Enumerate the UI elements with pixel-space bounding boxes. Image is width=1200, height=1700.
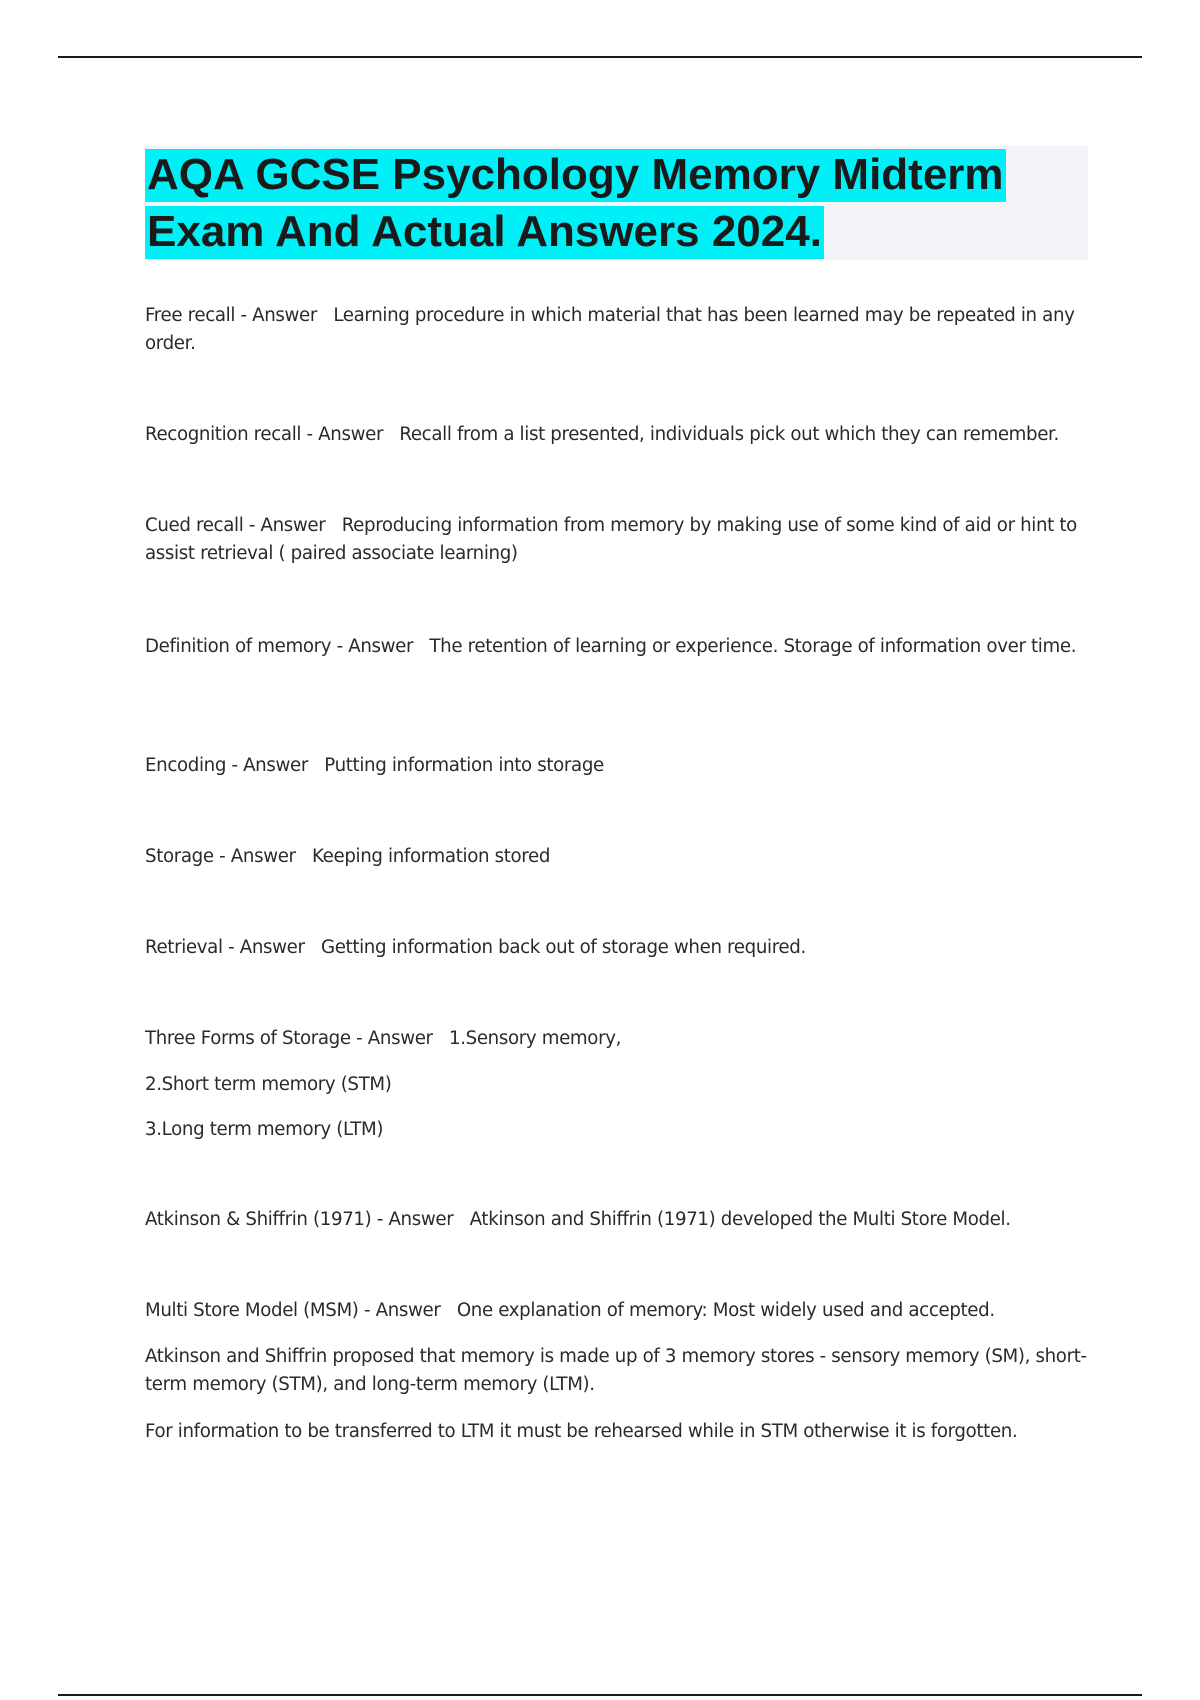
entry-answer: Learning procedure in which material that has been learned may be repeated in any order.: [145, 305, 1075, 354]
entry-answer: 1.Sensory memory,: [448, 1028, 622, 1049]
answer-separator: - Answer: [371, 1209, 470, 1230]
qa-entry: [145, 752, 1090, 780]
answer-separator: - Answer: [331, 636, 430, 657]
qa-entry: [145, 1206, 1090, 1234]
answer-separator: - Answer: [222, 937, 321, 958]
entry-term: Free recall: [145, 305, 236, 326]
qa-entry: [145, 1025, 1090, 1053]
document-title: [145, 146, 1088, 260]
entry-continuation: 2.Short term memory (STM): [145, 1074, 392, 1095]
qa-entry: [145, 934, 1090, 962]
answer-separator: - Answer: [301, 424, 400, 445]
title-highlight: AQA GCSE Psychology Memory Midterm Exam And Actual Answers 2024.: [145, 149, 1006, 259]
entry-term: Three Forms of Storage: [145, 1028, 351, 1049]
entry-answer: Putting information into storage: [324, 755, 604, 776]
entry-term: Atkinson & Shiffrin (1971): [145, 1209, 372, 1230]
answer-separator: - Answer: [358, 1300, 457, 1321]
qa-entry: [145, 1297, 1090, 1325]
entry-continuation: 3.Long term memory (LTM): [145, 1119, 384, 1140]
answer-separator: - Answer: [226, 755, 325, 776]
entry-answer: Atkinson and Shiffrin (1971) developed the Multi Store Model.: [469, 1209, 1011, 1230]
entry-answer: The retention of learning or experience. Storage of information over time.: [429, 636, 1077, 657]
entry-term: Storage: [145, 846, 214, 867]
answer-separator: - Answer: [213, 846, 312, 867]
entry-term: Retrieval: [145, 937, 223, 958]
entry-term: Multi Store Model (MSM): [145, 1300, 359, 1321]
entry-answer: Keeping information stored: [311, 846, 551, 867]
entry-term: Cued recall: [145, 515, 244, 536]
top-rule: [58, 56, 1142, 58]
entry-answer: Getting information back out of storage when required.: [320, 937, 806, 958]
answer-separator: - Answer: [243, 515, 342, 536]
entry-term: Definition of memory: [145, 636, 332, 657]
entry-answer: Reproducing information from memory by making use of some kind of aid or hint to assist retrieval ( paired associate learning): [145, 515, 1077, 564]
title-block: [145, 146, 1088, 260]
answer-separator: - Answer: [350, 1028, 449, 1049]
entry-continuation: Atkinson and Shiffrin proposed that memory is made up of 3 memory stores - sensory memory (SM), short-term memory (STM), and long-term memory (LTM).: [145, 1346, 1087, 1395]
qa-entry: [145, 421, 1090, 449]
entry-continuation: For information to be transferred to LTM it must be rehearsed while in STM otherwise it is forgotten.: [145, 1421, 1018, 1442]
qa-entry: [145, 843, 1090, 871]
qa-entry: [145, 512, 1090, 568]
entry-term: Encoding: [145, 755, 227, 776]
answer-separator: - Answer: [235, 305, 334, 326]
entry-answer: One explanation of memory: Most widely used and accepted.: [456, 1300, 995, 1321]
entry-answer: Recall from a list presented, individuals pick out which they can remember.: [399, 424, 1059, 445]
qa-entry: [145, 302, 1090, 358]
qa-entry: [145, 633, 1090, 661]
entry-term: Recognition recall: [145, 424, 302, 445]
bottom-rule: [58, 1694, 1142, 1696]
